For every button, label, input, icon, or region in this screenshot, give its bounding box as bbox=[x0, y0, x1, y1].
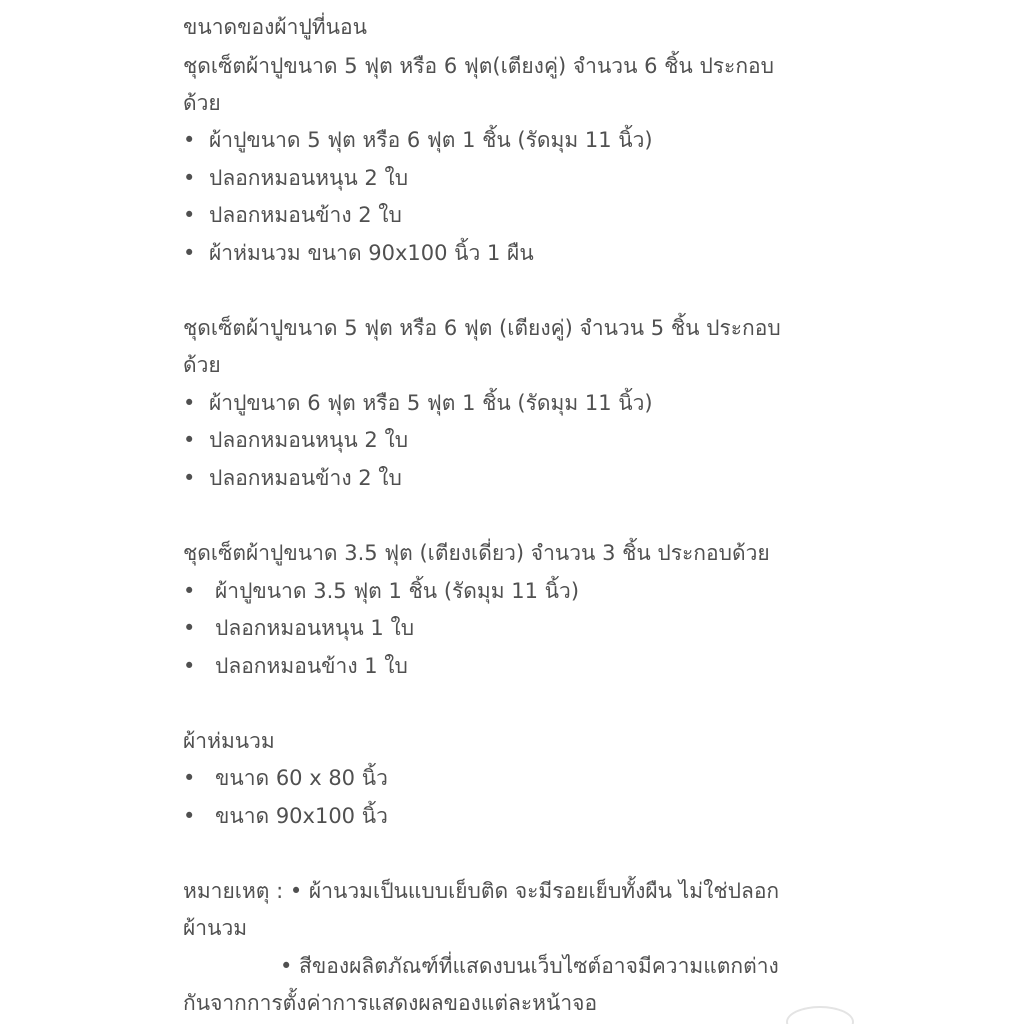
bullet: • bbox=[183, 616, 196, 640]
list-item-text: ปลอกหมอนหนุน 2 ใบ bbox=[209, 428, 409, 452]
list-item bbox=[183, 613, 414, 643]
list-item bbox=[183, 425, 408, 455]
bullet: • bbox=[183, 203, 196, 227]
list-item bbox=[183, 463, 402, 493]
list-item-text: ปลอกหมอนข้าง 1 ใบ bbox=[215, 654, 408, 678]
bullet: • bbox=[183, 128, 196, 152]
list-item-text: ผ้าปูขนาด 5 ฟุต หรือ 6 ฟุต 1 ชิ้น (รัดมุม 11 นิ้ว) bbox=[209, 128, 653, 152]
set-6pc-heading: ชุดเซ็ตผ้าปูขนาด 5 ฟุต หรือ 6 ฟุต(เตียงคู่) จำนวน 6 ชิ้น ประกอบ bbox=[183, 54, 774, 78]
bullet: • bbox=[183, 804, 196, 828]
bullet: • bbox=[183, 466, 196, 490]
list-item-text: ปลอกหมอนข้าง 2 ใบ bbox=[209, 203, 402, 227]
list-item bbox=[183, 576, 579, 606]
list-item bbox=[183, 763, 388, 793]
note-line: • สีของผลิตภัณฑ์ที่แสดงบนเว็บไซต์อาจมีความแตกต่าง bbox=[280, 954, 779, 978]
bullet: • bbox=[183, 579, 196, 603]
bullet: • bbox=[183, 766, 196, 790]
list-item bbox=[183, 200, 402, 230]
bullet: • bbox=[183, 166, 196, 190]
list-item-text: ขนาด 90x100 นิ้ว bbox=[215, 804, 388, 828]
bullet: • bbox=[183, 654, 196, 678]
set-5pc-heading-cont: ด้วย bbox=[183, 353, 221, 377]
set-6pc-heading-cont: ด้วย bbox=[183, 91, 221, 115]
note-line: หมายเหตุ : • ผ้านวมเป็นแบบเย็บติด จะมีรอยเย็บทั้งผืน ไม่ใช่ปลอก bbox=[183, 879, 780, 903]
note-line: ผ้านวม bbox=[183, 916, 248, 940]
list-item bbox=[183, 125, 653, 155]
bullet: • bbox=[183, 428, 196, 452]
set-5pc-heading: ชุดเซ็ตผ้าปูขนาด 5 ฟุต หรือ 6 ฟุต (เตียงคู่) จำนวน 5 ชิ้น ประกอบ bbox=[183, 316, 781, 340]
list-item-text: ผ้าปูขนาด 6 ฟุต หรือ 5 ฟุต 1 ชิ้น (รัดมุม 11 นิ้ว) bbox=[209, 391, 653, 415]
list-item-text: ขนาด 60 x 80 นิ้ว bbox=[215, 766, 388, 790]
list-item-text: ผ้าห่มนวม ขนาด 90x100 นิ้ว 1 ผืน bbox=[209, 241, 534, 265]
page-title: ขนาดของผ้าปูที่นอน bbox=[183, 15, 367, 39]
list-item-text: ปลอกหมอนข้าง 2 ใบ bbox=[209, 466, 402, 490]
list-item-text: ปลอกหมอนหนุน 2 ใบ bbox=[209, 166, 409, 190]
list-item bbox=[183, 388, 653, 418]
bullet: • bbox=[183, 241, 196, 265]
comforter-heading: ผ้าห่มนวม bbox=[183, 729, 275, 753]
set-3pc-heading: ชุดเซ็ตผ้าปูขนาด 3.5 ฟุต (เตียงเดี่ยว) จำนวน 3 ชิ้น ประกอบด้วย bbox=[183, 541, 770, 565]
bullet: • bbox=[183, 391, 196, 415]
list-item bbox=[183, 238, 534, 268]
list-item bbox=[183, 651, 408, 681]
list-item bbox=[183, 801, 388, 831]
list-item bbox=[183, 163, 408, 193]
note-line: กันจากการตั้งค่าการแสดงผลของแต่ละหน้าจอ bbox=[183, 991, 598, 1015]
list-item-text: ปลอกหมอนหนุน 1 ใบ bbox=[215, 616, 415, 640]
list-item-text: ผ้าปูขนาด 3.5 ฟุต 1 ชิ้น (รัดมุม 11 นิ้ว) bbox=[215, 579, 580, 603]
watermark-arc bbox=[786, 1006, 854, 1024]
